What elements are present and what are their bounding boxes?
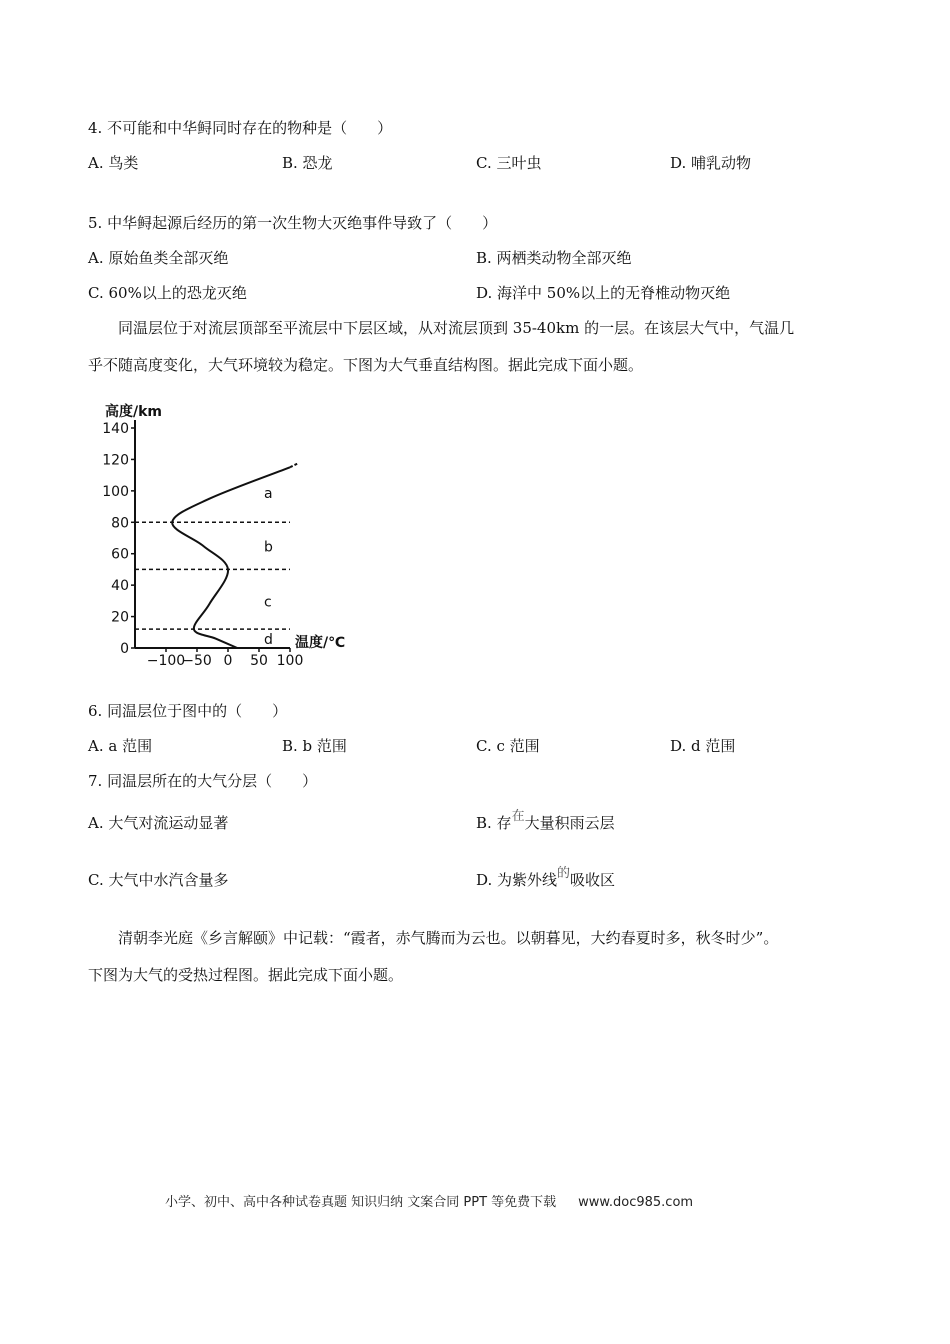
q4-option-d: D. 哺乳动物 (670, 154, 752, 172)
q4-option-a: A. 鸟类 (88, 154, 139, 172)
q7-option-c: C. 大气中水汽含量多 (88, 871, 229, 889)
q7-option-b-prefix: B. 存 (476, 814, 512, 832)
q5-option-d: D. 海洋中 50%以上的无脊椎动物灭绝 (476, 284, 731, 302)
y-tick-label: 40 (111, 578, 129, 595)
q4-option-c: C. 三叶虫 (476, 154, 542, 172)
y-tick-label: 140 (102, 421, 129, 437)
question-6-stem: 6. 同温层位于图中的（ ） (88, 702, 288, 720)
atmosphere-structure-chart (95, 398, 365, 668)
q7-option-a: A. 大气对流运动显著 (88, 814, 229, 832)
y-axis-label: 高度/km (105, 404, 163, 420)
y-tick-label: 100 (102, 483, 129, 500)
q6-option-a: A. a 范围 (88, 737, 153, 755)
passage-2-line-2: 下图为大气的受热过程图。据此完成下面小题。 (88, 966, 404, 984)
q7-option-b (476, 809, 615, 836)
x-tick-label: −100 (146, 653, 186, 668)
question-4-stem: 4. 不可能和中华鲟同时存在的物种是（ ） (88, 119, 393, 137)
question-5-stem: 5. 中华鲟起源后经历的第一次生物大灭绝事件导致了（ ） (88, 214, 498, 232)
x-tick-label: 0 (223, 653, 233, 668)
question-7-stem: 7. 同温层所在的大气分层（ ） (88, 772, 318, 790)
q5-option-b: B. 两栖类动物全部灭绝 (476, 249, 632, 267)
y-tick-label: 60 (111, 546, 129, 563)
layer-label-d: d (263, 632, 273, 649)
x-axis-label: 温度/℃ (295, 635, 346, 651)
q5-option-a: A. 原始鱼类全部灭绝 (88, 249, 229, 267)
q7-option-d-prefix: D. 为紫外线 (476, 871, 558, 889)
y-tick-label: 120 (102, 452, 129, 469)
passage-1-line-2: 乎不随高度变化，大气环境较为稳定。下图为大气垂直结构图。据此完成下面小题。 (88, 356, 644, 374)
q7-option-b-raised-char: 在 (511, 809, 525, 824)
q7-option-b-suffix: 大量积雨云层 (524, 814, 615, 832)
layer-label-a: a (263, 486, 273, 502)
q5-option-c: C. 60%以上的恐龙灭绝 (88, 284, 247, 302)
y-tick-label: 80 (111, 515, 129, 532)
q7-option-d (476, 866, 616, 893)
footer-url[interactable]: www.doc985.com (578, 1195, 694, 1210)
x-tick-label: 100 (276, 653, 304, 668)
q6-option-d: D. d 范围 (670, 737, 736, 755)
x-tick-label: 50 (250, 653, 268, 668)
page-footer (165, 1191, 693, 1210)
footer-text: 小学、初中、高中各种试卷真题 知识归纳 文案合同 PPT 等免费下载 (165, 1195, 557, 1210)
layer-label-b: b (263, 539, 273, 556)
x-tick-label: −50 (182, 653, 212, 668)
q6-option-c: C. c 范围 (476, 737, 540, 755)
q7-option-d-suffix: 吸收区 (570, 871, 616, 889)
temperature-curve-extension (290, 463, 298, 467)
y-tick-label: 20 (111, 609, 129, 626)
q4-option-b: B. 恐龙 (282, 154, 333, 172)
passage-1-line-1: 同温层位于对流层顶部至平流层中下层区域，从对流层顶到 35-40km 的一层。在该层大气中，气温几 (118, 319, 795, 337)
q7-option-d-raised-char: 的 (557, 866, 571, 881)
q6-option-b: B. b 范围 (282, 737, 347, 755)
layer-label-c: c (263, 594, 272, 611)
y-tick-label: 0 (120, 641, 129, 657)
passage-2-line-1: 清朝李光庭《乡言解颐》中记载：“霞者，赤气腾而为云也。以朝暮见，大约春夏时多，秋冬时少”。 (118, 929, 779, 947)
